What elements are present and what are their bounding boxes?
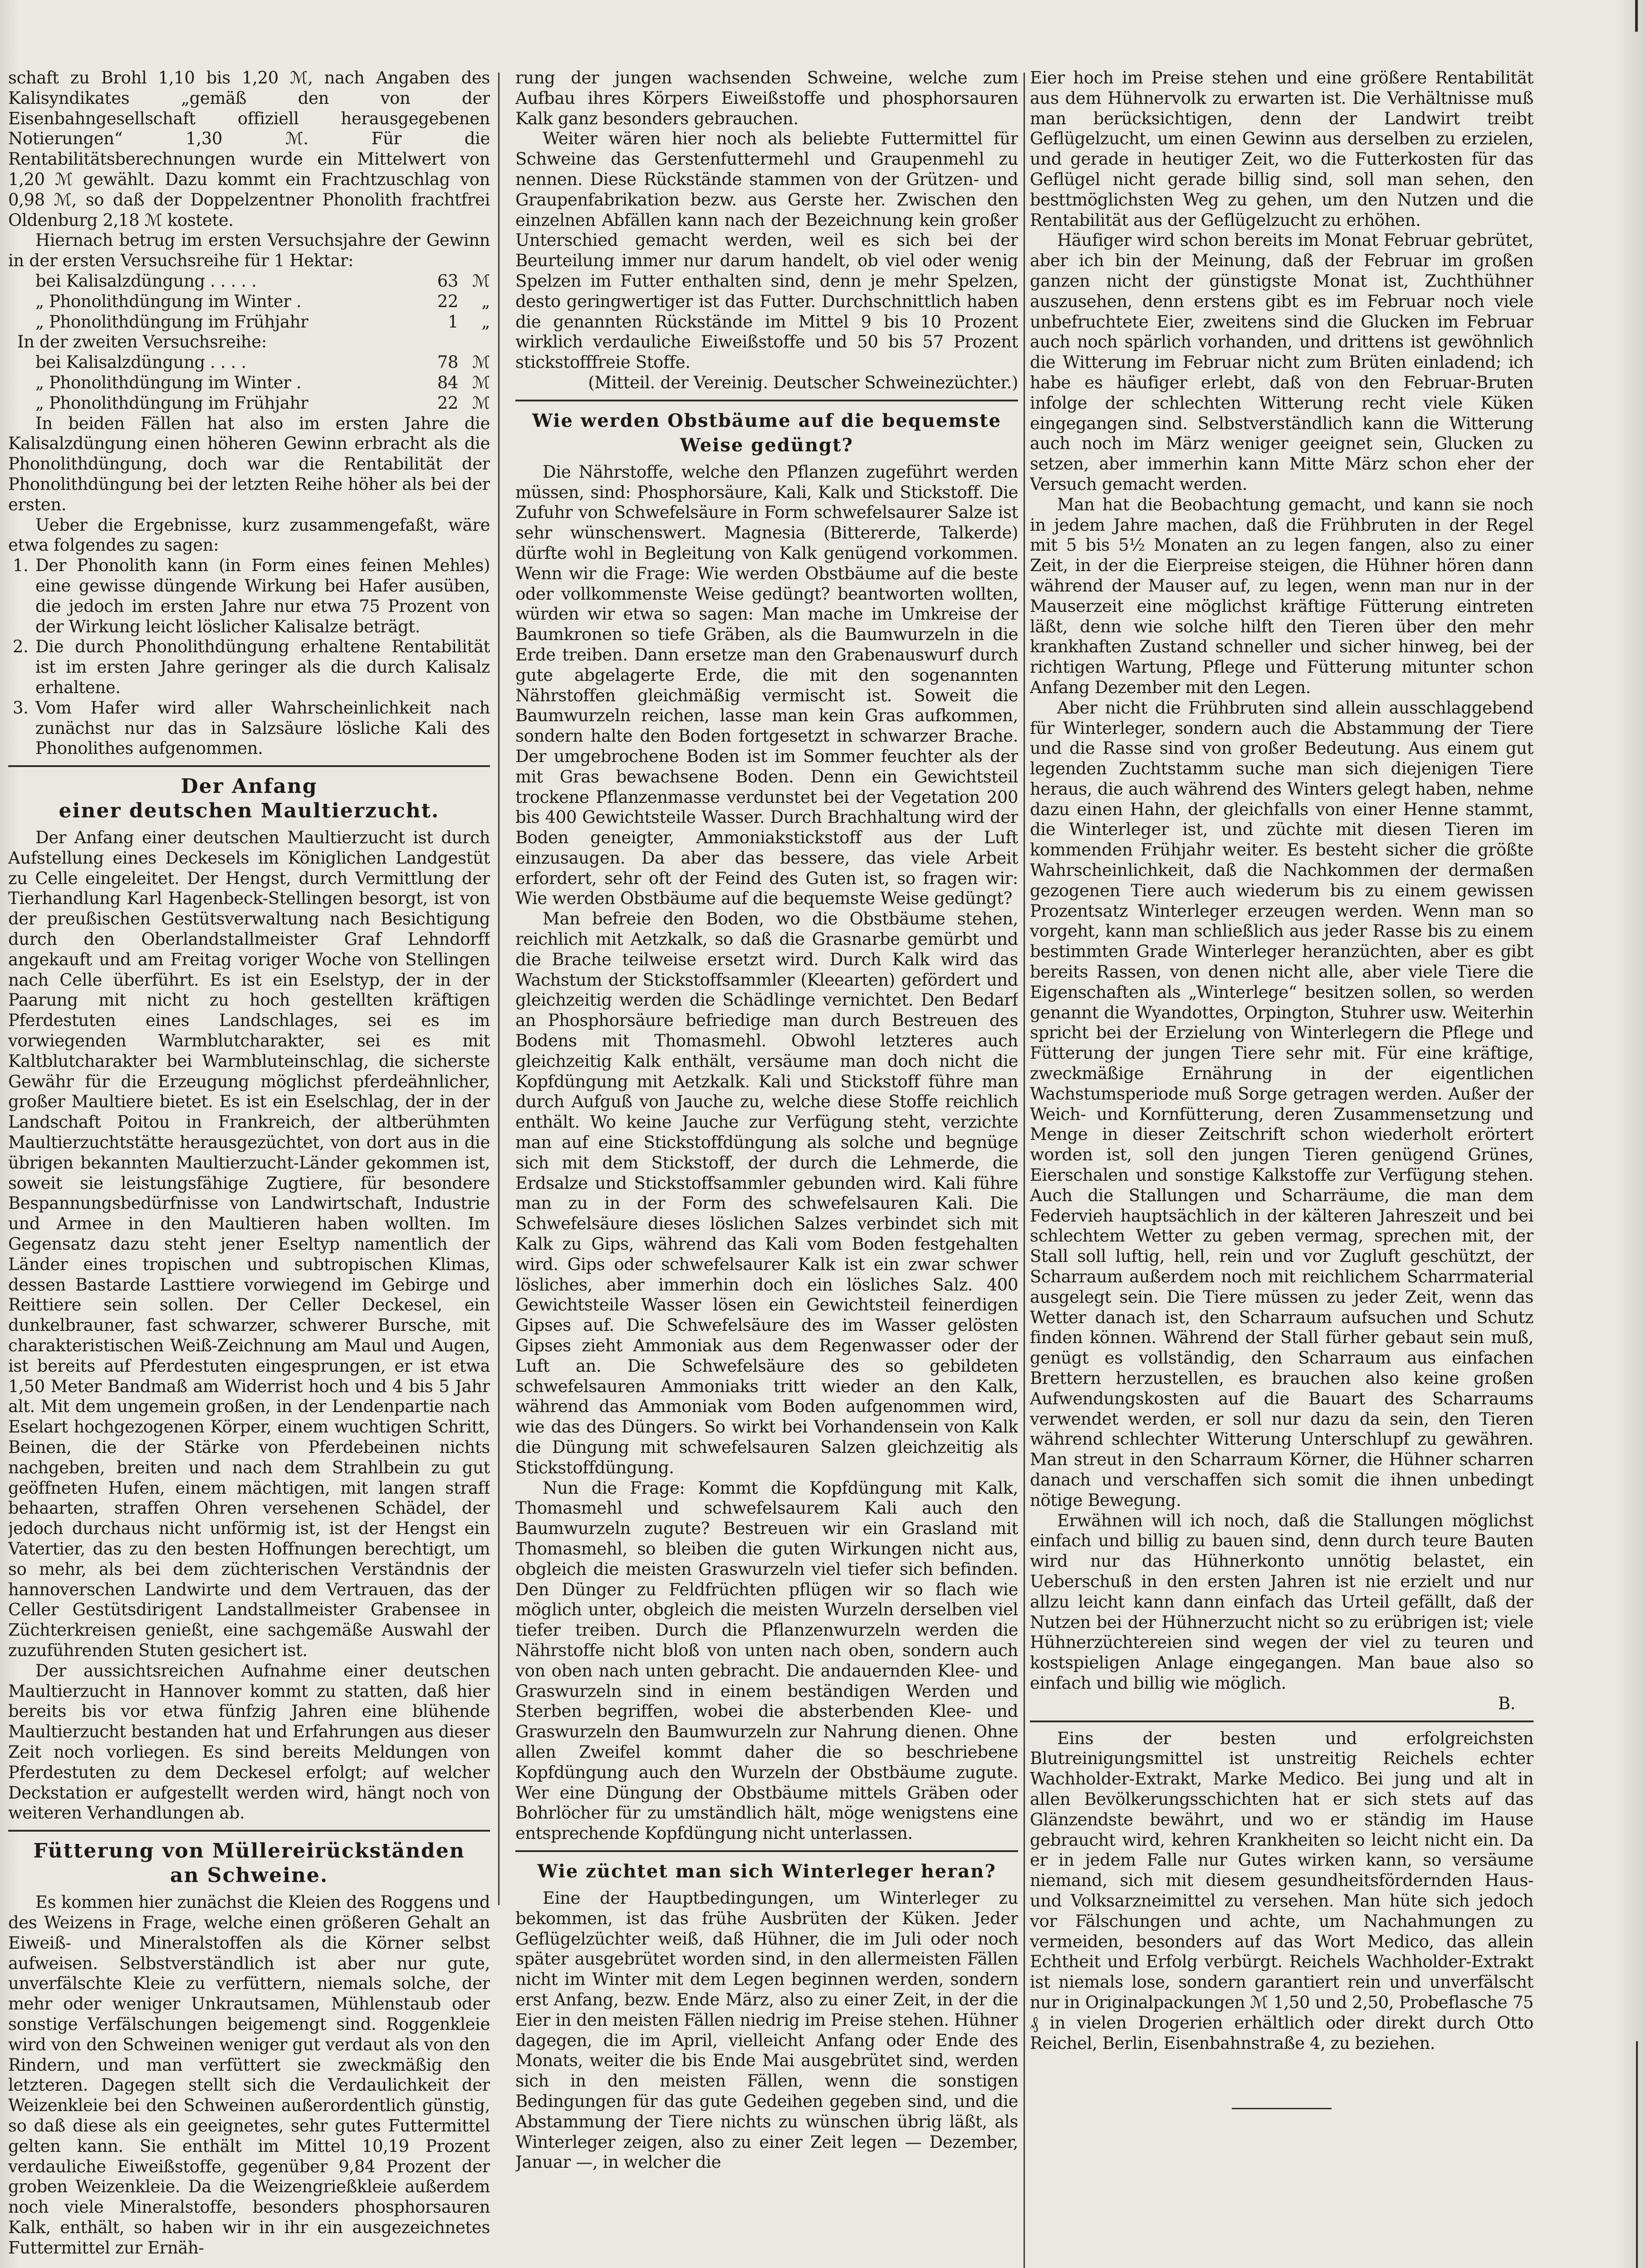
paragraph: Man befreie den Boden, wo die Obstbäume stehen, reichlich mit Aetzkalk, so daß die Grasnarbe gemürbt und die Brache teilweise ersetzt wird. Durch Kalk wird das Wachstum der Stickstoffsammler (Kleearten) gefördert und gleichzeitig werden die Schädlinge vernichtet. Den Bedarf an Phosphorsäure befriedige man durch Bestreuen des Bodens mit Thomasmehl. Obwohl letzteres auch gleichzeitig Kalk enthält, versäume man doch nicht die Kopfdüngung mit Aetzkalk. Kali und Stickstoff führe man durch Aufguß von Jauche zu, welche diese Stoffe reichlich enthält. Wo keine Jauche zur Verfügung steht, verzichte man auf eine Stickstoffdüngung als solche und begnüge sich mit dem Stickstoff, der durch die Lehmerde, die Erdsalze und Stickstoffsammler gebunden wird. Kali führe man zu in der Form des schwefelsauren Kali. Die Schwefelsäure dieses löslichen Salzes verbindet sich mit Kalk zu Gips, während das Kali vom Boden festgehalten wird. Gips oder schwefelsaurer Kalk ist ein zwar schwer lösliches, aber immerhin doch ein lösliches Salz. 400 Gewichtsteile Wasser lösen ein Gewichtsteil feinerdigen Gipses auf. Die Schwefelsäure des im Wasser gelösten Gipses zieht Ammoniak aus dem Regenwasser oder der Luft an. Die Schwefelsäure des so gebildeten schwefelsauren Ammoniaks tritt wieder an den Kalk, während das Ammoniak vom Boden aufgenommen wird, wie das des Düngers. So wirkt bei Vorhandensein von Kalk die Düngung mit schwefelsauren Salzen gleichzeitig als Stickstoffdüngung. (515, 909, 1018, 1477)
page-edge-mark (1636, 2041, 1638, 2268)
paragraph: rung der jungen wachsenden Schweine, welche zum Aufbau ihres Körpers Eiweißstoffe und phosphorsauren Kalk ganz besonders gebrauchen. (515, 68, 1018, 128)
table-label: „ Phonolithdüngung im Frühjahr (35, 312, 309, 332)
table-unit: „ (481, 312, 490, 332)
paragraph: schaft zu Brohl 1,10 bis 1,20 ℳ, nach Angaben des Kalisyndikates „gemäß den von der Eisenbahngesellschaft offiziell herausgegebenen Notierungen“ 1,30 ℳ. Für die Rentabilitätsberechnungen wurde ein Mittelwert von 1,20 ℳ gewählt. Dazu kommt ein Frachtzuschlag von 0,98 ℳ, so daß der Doppelzentner Phonolith frachtfrei Oldenburg 2,18 ℳ kostete. (8, 68, 490, 230)
paragraph: Die Nährstoffe, welche den Pflanzen zugeführt werden müssen, sind: Phosphorsäure, Kali, Kalk und Stickstoff. Die Zufuhr von Schwefelsäure in Form schwefelsaurer Salze ist sehr wünschenswert. Magnesia (Bittererde, Talkerde) dürfte wohl in Begleitung von Kalk genügend vorkommen. Wenn wir die Frage: Wie werden Obstbäume auf die beste oder vollkommenste Weise gedüngt? beantworten wollten, würden wir etwa so sagen: Man mache im Umkreise der Baumkronen so tiefe Gräben, als die Baumwurzeln in die Erde treiben. Dann ersetze man den Grabenauswurf durch gute abgelagerte Erde, die mit den sogenannten Nährstoffen gleichmäßig vermischt ist. Soweit die Baumwurzeln reichen, lasse man kein Gras aufkommen, sondern halte den Boden fortgesetzt in schwarzer Brache. Der umgebrochene Boden ist im Sommer feuchter als der mit Gras bewachsene Boden. Denn ein Gewichtsteil trockene Pflanzenmasse verdunstet bei der Vegetation 200 bis 400 Gewichtsteile Wasser. Durch Brachhaltung wird der Boden geneigter, Ammoniakstickstoff aus der Luft einzusaugen. Da aber das bessere, das viele Arbeit erfordert, sehr oft der Feind des Guten ist, so fragen wir: Wie werden Obstbäume auf die bequemste Weise gedüngt? (515, 462, 1018, 909)
section-rule (515, 400, 1018, 401)
table-value: 78 (437, 352, 458, 372)
paragraph: Eine der Hauptbedingungen, um Winterleger zu bekommen, ist das frühe Ausbrüten der Küken. Jeder Geflügelzüchter weiß, daß Hühner, die im Juli oder noch später ausgebrütet worden sind, in den allermeisten Fällen nicht im Winter mit dem Legen beginnen werden, sondern erst Anfang, bezw. Ende März, also zu einer Zeit, in der die Eier in den meisten Fällen niedrig im Preise stehen. Hühner dagegen, die im April, vielleicht Anfang oder Ende des Monats, weiter die bis Ende Mai ausgebrütet sind, werden sich in den meisten Fällen, wenn die sonstigen Bedingungen für das gute Gedeihen gegeben sind, und die Abstammung der Tiere nichts zu wünschen übrig läßt, als Winterleger zeigen, also zu einer Zeit legen — Dezember, Januar —, in welcher die (515, 1888, 1018, 2172)
table-label: „ Phonolithdüngung im Frühjahr (35, 393, 309, 413)
table-value: 1 (447, 312, 458, 332)
table-value: 22 (437, 393, 458, 413)
paragraph: Hiernach betrug im ersten Versuchsjahre der Gewinn in der ersten Versuchsreihe für 1 Hektar: (8, 230, 490, 271)
table-value: 63 (437, 271, 458, 291)
list-item (8, 556, 490, 637)
article-heading: Wie werden Obstbäume auf die bequemste Weise gedüngt? (532, 410, 1001, 456)
list-text: Der Phonolith kann (in Form eines feinen Mehles) eine gewisse düngende Wirkung bei Hafer ausüben, die jedoch im ersten Jahre nur etwa 75 Prozent von der Wirkung leicht löslicher Kalisalze beträgt. (35, 556, 490, 636)
paragraph: Weiter wären hier noch als beliebte Futtermittel für Schweine das Gerstenfuttermehl und Graupenmehl zu nennen. Diese Rückstände stammen von der Grützen- und Graupenfabrikation bezw. aus Gerste her. Zwischen den einzelnen Abfällen kann nach der Bezeichnung kein großer Unterschied gemacht werden, weil es sich bei der Beurteilung immer nur darum handelt, ob viel oder wenig Spelzen im Futter enthalten sind, denn je mehr Spelzen, desto geringwertiger ist das Futter. Durchschnittlich haben die genannten Rückstände im Mittel 9 bis 10 Prozent wirklich verdauliche Eiweißstoffe und 50 bis 57 Prozent stickstofffreie Stoffe. (515, 129, 1018, 372)
section-rule (8, 1830, 490, 1832)
table-unit: ℳ (472, 352, 490, 372)
paragraph: Erwähnen will ich noch, daß die Stallungen möglichst einfach und billig zu bauen sind, denn durch teure Bauten wird nur das Hühnerkonto unnötig belastet, ein Ueberschuß in den ersten Jahren ist nie erzielt und nur allzu leicht kann dann einfach das Urteil gefällt, daß der Nutzen bei der Hühnerzucht nicht so zu erübrigen ist; viele Hühnerzüchtereien sind wegen der viel zu teuren und kostspieligen Anlage eingegangen. Man baue also so einfach und billig wie möglich. (1030, 1510, 1533, 1693)
end-rule (1232, 2108, 1332, 2109)
section-rule (515, 1850, 1018, 1852)
page-edge-mark (1635, 0, 1638, 32)
column-rule (1024, 73, 1025, 2268)
paragraph: Häufiger wird schon bereits im Monat Februar gebrütet, aber ich bin der Meinung, daß der Februar im großen ganzen nicht der günstigste Monat ist, Zuchthühner auszusehen, denn erstens gibt es im Februar noch viele unbefruchtete Eier, zweitens sind die Glucken im Februar auch noch spärlich vorhanden, und drittens ist gewöhnlich die Witterung im Februar nicht zum Brüten einladend; ich habe es häufiger erlebt, daß von den Februar-Bruten infolge der schlechten Witterung recht viele Küken eingegangen sind. Selbstverständlich kann die Witterung auch noch im März weniger geeignet sein, Glucken zu setzen, aber immerhin kann Mitte März schon eher der Versuch gemacht werden. (1030, 230, 1533, 494)
table-unit: ℳ (472, 271, 490, 291)
table-unit: „ (481, 291, 490, 311)
table-label: bei Kalisalzdüngung . . . . (35, 352, 246, 372)
table-label: bei Kalisalzdüngung . . . . . (35, 271, 257, 291)
paragraph: Eier hoch im Preise stehen und eine größere Rentabilität aus dem Hühnervolk zu erwarten ist. Die Verhältnisse muß man berücksichtigen, denn der Landwirt treibt Geflügelzucht, um einen Gewinn aus derselben zu erzielen, und gerade in heutiger Zeit, wo die Futterkosten für das Geflügel nicht gerade billig sind, soll man sehen, den besttmöglichsten Weg zu gehen, um den Nutzen und die Rentabilität aus der Geflügelzucht zu erhöhen. (1030, 68, 1533, 230)
list-item (8, 637, 490, 698)
list-text: Vom Hafer wird aller Wahrscheinlichkeit nach zunächst nur das in Salzsäure lösliche Kali des Phonolithes aufgenommen. (35, 698, 490, 758)
table-value: 22 (437, 291, 458, 311)
list-text: Die durch Phonolithdüngung erhaltene Rentabilität ist im ersten Jahre geringer als die durch Kalisalz erhaltene. (35, 637, 490, 697)
table-label: „ Phonolithdüngung im Winter . (35, 372, 302, 392)
paragraph: In der zweiten Versuchsreihe: (17, 332, 267, 352)
section-rule (1030, 1721, 1533, 1722)
column-1 (8, 68, 490, 2268)
paragraph: Aber nicht die Frühbruten sind allein ausschlaggebend für Winterleger, sondern auch die Abstammung der Tiere und die Rasse sind von großer Bedeutung. Aus einem gut legenden Zuchtstamm suche man sich diejenigen Tiere heraus, die auch während des Winters gelegt haben, nehme dazu einen Hahn, der gleichfalls von einer Henne stammt, die Winterleger ist, und züchte mit diesen Tieren im kommenden Frühjahr weiter. Es besteht sicher die größte Wahrscheinlichkeit, daß die Nachkommen der dermaßen gezogenen Tiere auch wiederum bis zu einem gewissen Prozentsatz Winterleger erzeugen werden. Wenn man so vorgeht, kann man schließlich aus jeder Rasse bis zu einem bestimmten Grade Winterleger heranzüchten, aber es gibt bereits Rassen, von denen nicht alle, aber viele Tiere die Eigenschaften als „Winterlege“ besitzen sollen, so werden genannt die Wyandottes, Orpington, Stuhrer usw. Weiterhin spricht bei der Erzielung von Winterlegern die Pflege und Fütterung der jungen Tiere sehr mit. Für eine kräftige, zweckmäßige Ernährung in der eigentlichen Wachstumsperiode muß Sorge getragen werden. Außer der Weich- und Kornfütterung, deren Zusammensetzung und Menge in dieser Zeitschrift schon wiederholt erörtert worden ist, soll den jungen Tieren genügend Grünes, Eierschalen und sonstige Kalkstoffe zur Verfügung stehen. Auch die Stallungen und Scharräume, die man dem Federvieh hauptsächlich in der kälteren Jahreszeit und bei schlechtem Wetter zu geben vermag, sprechen mit, der Stall soll luftig, hell, rein und vor Zugluft geschützt, der Scharraum außerdem noch mit reichlichem Scharrmaterial ausgelegt sein. Die Tiere müssen zu jeder Zeit, wenn das Wetter danach ist, den Scharraum aufsuchen und Schutz finden können. Während der Stall fürher gebaut sein muß, genügt es vollständig, den Scharraum aus einfachen Brettern herzustellen, es brauchen also keine großen Aufwendungskosten auf die Bauart des Scharraums verwendet werden, er soll nur dazu da sein, den Tieren während schlechter Witterung Unterschlupf zu gewähren. Man streut in den Scharraum Körner, die Hühner scharren danach und verschaffen sich somit die ihnen unbedingt nötige Bewegung. (1030, 698, 1533, 1510)
paragraph: Nun die Frage: Kommt die Kopfdüngung mit Kalk, Thomasmehl und schwefelsaurem Kali auch den Baumwurzeln zugute? Bestreuen wir ein Grasland mit Thomasmehl, so bleiben die guten Wirkungen nicht aus, obgleich die meisten Graswurzeln viel tiefer sich befinden. Den Dünger zu Feldfrüchten pflügen wir so flach wie möglich unter, obgleich die meisten Wurzeln derselben viel tiefer treiben. Durch die Pflanzenwurzeln werden die Nährstoffe nicht bloß von unten nach oben, sondern auch von oben nach unten gebracht. Die andauernden Klee- und Graswurzeln sind in einem beständigen Werden und Sterben begriffen, wobei die absterbenden Klee- und Graswurzeln den Baumwurzeln zur Nahrung dienen. Ohne allen Zweifel kommt daher die so beschriebene Kopfdüngung auch den Wurzeln der Obstbäume zugute. Wer eine Düngung der Obstbäume mittels Gräben oder Bohrlöcher für zu umständlich hält, möge wenigstens eine entsprechende Kopfdüngung nicht unterlassen. (515, 1478, 1018, 1843)
paragraph: Es kommen hier zunächst die Kleien des Roggens und des Weizens in Frage, welche einen größeren Gehalt an Eiweiß- und Mineralstoffen als die Körner selbst aufweisen. Selbstverständlich ist aber nur gute, unverfälschte Kleie zu verfüttern, niemals solche, der mehr oder weniger Unkrautsamen, Mühlenstaub oder sonstige Verfälschungen beigemengt sind. Roggenkleie wird von den Schweinen weniger gut verdaut als von den Rindern, und man verfüttert sie zweckmäßig den letzteren. Dagegen stellt sich die Verdaulichkeit der Weizenkleie bei den Schweinen außerordentlich günstig, so daß diese als ein geeignetes, sehr gutes Futtermittel gelten kann. Sie enthält im Mittel 10,19 Prozent verdauliche Eiweißstoffe, gegenüber 9,84 Prozent der groben Weizenkleie. Da die Weizengrießkleie außerdem noch viele Mineralstoffe, besonders phosphorsauren Kalk, enthält, so haben wir in ihr ein ausgezeichnetes Futtermittel zur Ernäh- (8, 1892, 490, 2258)
article-heading (8, 1839, 490, 1888)
heading-line: an Schweine. (170, 1864, 328, 1887)
column-2 (515, 68, 1018, 2268)
article-heading (8, 774, 490, 823)
column-rule (498, 73, 500, 1905)
paragraph: Man hat die Beobachtung gemacht, und kann sie noch in jedem Jahre machen, daß die Frühbruten in der Regel mit 5 bis 5½ Monaten an zu legen fangen, also zu einer Zeit, in der die Eierpreise steigen, die Hühner hören dann während der Mauser auf, zu legen, wenn man nur in der Mauserzeit eine möglichst kräftige Fütterung eintreten läßt, denn wie solche hilft den Tieren über den mehr krankhaften Zustand schneller und sicher hinweg, bei der richtigen Wartung, Pflege und Fütterung mitunter schon Anfang Dezember mit den Legen. (1030, 494, 1533, 697)
column-3 (1030, 68, 1533, 2268)
paragraph: Der aussichtsreichen Aufnahme einer deutschen Maultierzucht in Hannover kommt zu statten, daß hier bereits bis vor etwa fünfzig Jahren eine blühende Maultierzucht bestanden hat und Erfahrungen aus dieser Zeit noch vorliegen. Es sind bereits Meldungen von Pferdestuten zu dem Deckesel erfolgt; auf welcher Deckstation er aufgestellt werden wird, hängt noch von weiteren Verhandlungen ab. (8, 1661, 490, 1823)
list-number: 2. (13, 637, 29, 657)
table-label: „ Phonolithdüngung im Winter . (35, 291, 302, 311)
table-unit: ℳ (472, 393, 490, 413)
conclusion-list (8, 556, 490, 759)
article-heading: Wie züchtet man sich Winterleger heran? (537, 1860, 996, 1882)
author-signature: B. (1498, 1693, 1515, 1713)
section-rule (8, 765, 490, 767)
paragraph: In beiden Fällen hat also im ersten Jahre die Kalisalzdüngung einen höheren Gewinn erbracht als die Phonolithdüngung, doch war die Rentabilität der Phonolithdüngung bei der letzten Reihe höher als bei der ersten. (8, 413, 490, 514)
list-item (8, 698, 490, 759)
heading-line: Der Anfang (181, 775, 318, 798)
heading-line: einer deutschen Maultierzucht. (59, 799, 440, 823)
paragraph: Ueber die Ergebnisse, kurz zusammengefaßt, wäre etwa folgendes zu sagen: (8, 515, 490, 555)
list-number: 1. (13, 556, 29, 576)
table-unit: ℳ (472, 372, 490, 392)
advertisement-text: Eins der besten und erfolgreichsten Blutreinigungsmittel ist unstreitig Reichels echter Wachholder-Extrakt, Marke Medico. Bei jung und alt in allen Bevölkerungsschichten hat er sich stets auf das Glänzendste bewährt, und wo er ständig im Hause gebraucht wird, kehren Krankheiten so leicht nicht ein. Da er in jedem Falle nur Gutes wirken kann, so versäume niemand, sich mit diesem gesundheitsfördernden Haus- und Volksarzneimittel zu versehen. Man hüte sich jedoch vor Fälschungen und achte, um Nachahmungen zu vermeiden, besonders auf das Wort Medico, das allein Echtheit und Erfolg verbürgt. Reichels Wachholder-Extrakt ist niemals lose, sondern garantiert rein und unverfälscht nur in Originalpackungen ℳ 1,50 und 2,50, Probeflasche 75 ₰ in vielen Drogerien erhältlich oder direkt durch Otto Reichel, Berlin, Eisenbahnstraße 4, zu beziehen. (1030, 1728, 1533, 2053)
list-number: 3. (13, 698, 29, 718)
result-table-1 (8, 271, 490, 332)
paragraph: Der Anfang einer deutschen Maultierzucht ist durch Aufstellung eines Deckesels im Königlichen Landgestüt zu Celle eingeleitet. Der Hengst, durch Vermittlung der Tierhandlung Karl Hagenbeck-Stellingen besorgt, ist von der preußischen Gestütsverwaltung nach Besichtigung durch den Oberlandstallmeister Graf Lehndorff angekauft und am Freitag voriger Woche von Stellingen nach Celle überführt. Es ist ein Eselstyp, der in der Paarung mit nicht zu hoch gestellten kräftigen Pferdestuten eines Landschlages, sei es im vorwiegenden Warmblutcharakter, sei es mit Kaltblutcharakter bei Warmbluteinschlag, die sicherste Gewähr für die Erzeugung möglichst pferdeähnlicher, großer Maultiere bietet. Es ist ein Eselschlag, der in der Landschaft Poitou in Frankreich, der altberühmten Maultierzuchtstätte herausgezüchtet, von dort aus in die übrigen bekannten Maultierzucht-Länder gekommen ist, soweit sie leistungsfähige Zugtiere, für besondere Bespannungsbedürfnisse von Landwirtschaft, Industrie und Armee in den Maultieren haben wollten. Im Gegensatz dazu steht jener Eseltyp namentlich der Länder eines tropischen und subtropischen Klimas, dessen Bastarde Lasttiere vorwiegend im Gebirge und Reittiere sein sollen. Der Celler Deckesel, ein dunkelbrauner, fast schwarzer, schwerer Bursche, mit charakteristischen Weiß-Zeichnung am Maul und Augen, ist bereits auf Pferdestuten eingesprungen, er ist etwa 1,50 Meter Bandmaß am Widerrist hoch und 4 bis 5 Jahr alt. Mit dem ungemein großen, in der Lendenpartie nach Eselart hochgezogenen Körper, einem wuchtigen Schritt, Beinen, die der Stärke von Pferdebeinen nichts nachgeben, breiten und nach dem Strahlbein zu gut geöffneten Hufen, einem mächtigen, mit langen straff behaarten, straffen Ohren versehenen Schädel, der jedoch durchaus nicht unförmig ist, ist der Hengst ein Vatertier, das zu den besten Hoffnungen berechtigt, um so mehr, als bei dem züchterischen Verständnis der hannoverschen Landwirte und dem Vertrauen, das der Celler Gestütsdirigent Landstallmeister Grabensee in Züchterkreisen genießt, eine sachgemäße Auswahl der zuzuführenden Stuten gesichert ist. (8, 828, 490, 1660)
source-note: (Mitteil. der Vereinig. Deutscher Schweinezüchter.) (588, 372, 1018, 392)
table-value: 84 (437, 372, 458, 392)
result-table-2 (8, 352, 490, 413)
heading-line: Fütterung von Müllereirückständen (33, 1839, 465, 1863)
